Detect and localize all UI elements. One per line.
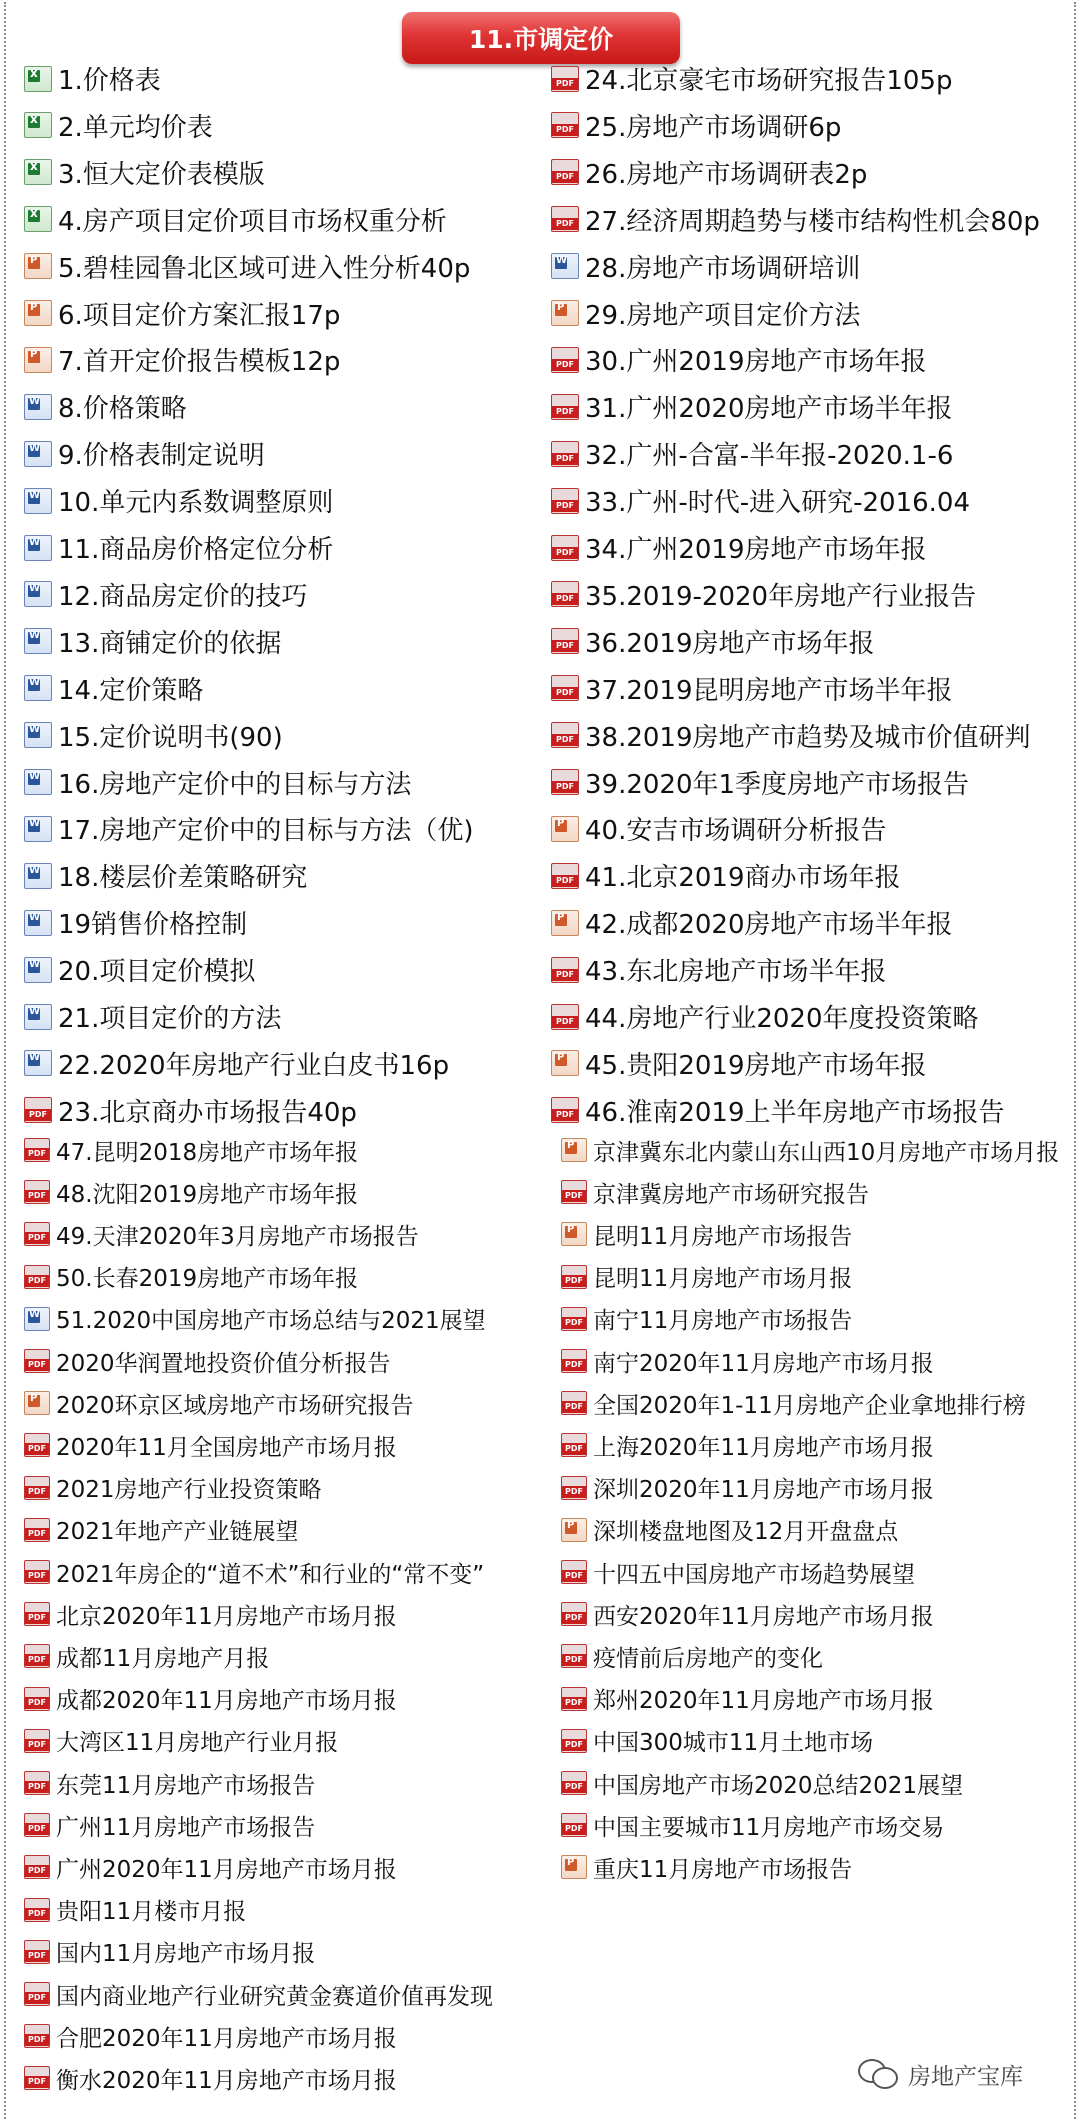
- pdf-file-icon: [561, 1391, 587, 1415]
- word-file-icon: [551, 253, 579, 279]
- pdf-file-icon: [561, 1433, 587, 1457]
- file-label: 北京2020年11月房地产市场月报: [56, 1603, 397, 1630]
- file-item[interactable]: [561, 1804, 944, 1846]
- file-label: 重庆11月房地产市场报告: [593, 1856, 853, 1883]
- file-label: 2020环京区域房地产市场研究报告: [56, 1392, 414, 1419]
- file-label: 36.2019房地产市场年报: [585, 628, 875, 659]
- file-label: 4.房产项目定价项目市场权重分析: [58, 206, 447, 237]
- file-item[interactable]: [551, 524, 927, 571]
- file-label: 7.首开定价报告模板12p: [58, 347, 341, 378]
- file-label: 41.北京2019商办市场年报: [585, 863, 901, 894]
- file-item[interactable]: [561, 1340, 934, 1382]
- powerpoint-file-icon: [561, 1855, 587, 1879]
- file-label: 37.2019昆明房地产市场半年报: [585, 675, 953, 706]
- pdf-file-icon: [24, 1433, 50, 1457]
- file-item[interactable]: [24, 336, 340, 383]
- powerpoint-file-icon: [561, 1138, 587, 1162]
- file-item[interactable]: [551, 571, 976, 618]
- file-item[interactable]: [551, 336, 927, 383]
- pdf-file-icon: [561, 1307, 587, 1331]
- pdf-file-icon: [551, 394, 579, 420]
- pdf-file-icon: [24, 1813, 50, 1837]
- file-label: 疫情前后房地产的变化: [593, 1645, 823, 1672]
- pdf-file-icon: [561, 1813, 587, 1837]
- pdf-file-icon: [561, 1602, 587, 1626]
- file-label: 3.恒大定价表模版: [58, 159, 265, 190]
- file-item[interactable]: [24, 1973, 493, 2015]
- file-item[interactable]: [561, 1129, 1059, 1171]
- pdf-file-icon: [24, 1476, 50, 1500]
- pdf-file-icon: [24, 1602, 50, 1626]
- file-label: 广州11月房地产市场报告: [56, 1814, 316, 1841]
- word-file-icon: [24, 628, 52, 654]
- file-label: 全国2020年1-11月房地产企业拿地排行榜: [593, 1392, 1026, 1419]
- file-label: 2021年房企的“道不术”和行业的“常不变”: [56, 1561, 485, 1588]
- file-label: 17.房地产定价中的目标与方法（优): [58, 816, 474, 847]
- file-item[interactable]: [551, 149, 867, 196]
- file-label: 衡水2020年11月房地产市场月报: [56, 2067, 397, 2094]
- file-label: 京津冀房地产市场研究报告: [593, 1181, 869, 1208]
- file-item[interactable]: [24, 243, 470, 290]
- file-item[interactable]: [24, 993, 281, 1040]
- pdf-file-icon: [24, 1265, 50, 1289]
- file-label: 19销售价格控制: [58, 910, 248, 941]
- file-label: 26.房地产市场调研表2p: [585, 159, 868, 190]
- file-item[interactable]: [561, 1298, 852, 1340]
- word-file-icon: [24, 581, 52, 607]
- file-item[interactable]: [551, 712, 1031, 759]
- file-item[interactable]: [24, 1298, 486, 1340]
- word-file-icon: [24, 769, 52, 795]
- word-file-icon: [24, 910, 52, 936]
- file-label: 34.广州2019房地产市场年报: [585, 535, 927, 565]
- file-item[interactable]: [24, 899, 247, 946]
- file-label: 45.贵阳2019房地产市场年报: [585, 1050, 927, 1081]
- file-item[interactable]: [24, 196, 447, 243]
- file-label: 南宁2020年11月房地产市场月报: [593, 1350, 934, 1377]
- pdf-file-icon: [24, 1898, 50, 1922]
- file-label: 南宁11月房地产市场报告: [593, 1308, 853, 1335]
- word-file-icon: [24, 1050, 52, 1076]
- file-item[interactable]: [551, 759, 969, 806]
- file-label: 24.北京豪宅市场研究报告105p: [585, 66, 953, 96]
- pdf-file-icon: [551, 535, 579, 561]
- file-item[interactable]: [24, 1256, 358, 1298]
- file-item[interactable]: [551, 477, 970, 524]
- file-item[interactable]: [551, 196, 1040, 243]
- file-label: 27.经济周期趋势与楼市结构性机会80p: [585, 206, 1040, 237]
- file-label: 6.项目定价方案汇报17p: [58, 300, 341, 331]
- file-label: 22.2020年房地产行业白皮书16p: [58, 1050, 450, 1081]
- pdf-file-icon: [561, 1180, 587, 1204]
- file-label: 30.广州2019房地产市场年报: [585, 347, 927, 378]
- file-item[interactable]: [561, 1509, 898, 1551]
- file-item[interactable]: [24, 2057, 397, 2099]
- file-label: 39.2020年1季度房地产市场报告: [585, 769, 970, 800]
- file-item[interactable]: [24, 430, 265, 477]
- file-label: 42.成都2020房地产市场半年报: [585, 910, 953, 941]
- file-item[interactable]: [551, 1040, 927, 1087]
- file-label: 东莞11月房地产市场报告: [56, 1772, 316, 1799]
- file-label: 49.天津2020年3月房地产市场报告: [56, 1223, 419, 1250]
- file-label: 2021年地产产业链展望: [56, 1519, 299, 1546]
- file-label: 46.淮南2019上半年房地产市场报告: [585, 1097, 1005, 1128]
- word-file-icon: [24, 675, 52, 701]
- powerpoint-file-icon: [24, 300, 52, 326]
- file-item[interactable]: [24, 1129, 358, 1171]
- pdf-file-icon: [551, 488, 579, 514]
- pdf-file-icon: [551, 675, 579, 701]
- file-item[interactable]: [24, 665, 203, 712]
- pdf-file-icon: [24, 1349, 50, 1373]
- pdf-file-icon: [551, 159, 579, 185]
- file-item[interactable]: [561, 1424, 934, 1466]
- file-label: 16.房地产定价中的目标与方法: [58, 769, 412, 800]
- file-item[interactable]: [24, 1040, 449, 1087]
- file-label: 5.碧桂园鲁北区域可进入性分析40p: [58, 253, 471, 284]
- file-item[interactable]: [24, 1467, 322, 1509]
- file-label: 32.广州-合富-半年报-2020.1-6: [585, 441, 954, 472]
- pdf-file-icon: [24, 2066, 50, 2090]
- file-item[interactable]: [24, 1931, 315, 1973]
- file-label: 25.房地产市场调研6p: [585, 112, 842, 143]
- file-item[interactable]: [24, 571, 307, 618]
- file-item[interactable]: [24, 102, 213, 149]
- pdf-file-icon: [24, 1940, 50, 1964]
- file-item[interactable]: [551, 899, 953, 946]
- pdf-file-icon: [24, 1138, 50, 1162]
- file-label: 京津冀东北内蒙山东山西10月房地产市场月报: [593, 1139, 1060, 1166]
- file-label: 2020年11月全国房地产市场月报: [56, 1434, 397, 1461]
- file-item[interactable]: [24, 1804, 315, 1846]
- powerpoint-file-icon: [551, 1050, 579, 1076]
- powerpoint-file-icon: [551, 816, 579, 842]
- file-item[interactable]: [561, 1467, 934, 1509]
- file-label: 15.定价说明书(90): [58, 722, 283, 753]
- file-label: 郑州2020年11月房地产市场月报: [593, 1688, 934, 1715]
- file-item[interactable]: [24, 1551, 484, 1593]
- file-item[interactable]: [561, 1171, 869, 1213]
- file-item[interactable]: [24, 852, 307, 899]
- file-label: 昆明11月房地产市场月报: [593, 1266, 853, 1293]
- pdf-file-icon: [551, 347, 579, 373]
- pdf-file-icon: [24, 1180, 50, 1204]
- powerpoint-file-icon: [24, 1391, 50, 1415]
- word-file-icon: [24, 1307, 50, 1331]
- pdf-file-icon: [24, 1644, 50, 1668]
- file-item[interactable]: [551, 102, 841, 149]
- file-item[interactable]: [551, 1087, 1005, 1134]
- file-label: 1.价格表: [58, 66, 161, 96]
- file-label: 2021房地产行业投资策略: [56, 1477, 322, 1504]
- file-item[interactable]: [24, 1889, 246, 1931]
- file-item[interactable]: [551, 805, 886, 852]
- word-file-icon: [24, 441, 52, 467]
- pdf-file-icon: [551, 1004, 579, 1030]
- file-item[interactable]: [24, 149, 265, 196]
- file-item[interactable]: [24, 290, 340, 337]
- file-item[interactable]: [24, 1593, 397, 1635]
- pdf-file-icon: [24, 1560, 50, 1584]
- file-item[interactable]: [24, 1635, 269, 1677]
- pdf-file-icon: [561, 1729, 587, 1753]
- file-label: 31.广州2020房地产市场半年报: [585, 394, 953, 425]
- pdf-file-icon: [561, 1644, 587, 1668]
- file-label: 9.价格表制定说明: [58, 441, 265, 472]
- file-label: 成都11月房地产月报: [56, 1645, 270, 1672]
- file-item[interactable]: [24, 1509, 299, 1551]
- file-label: 48.沈阳2019房地产市场年报: [56, 1181, 359, 1208]
- word-file-icon: [24, 488, 52, 514]
- pdf-file-icon: [561, 1476, 587, 1500]
- word-file-icon: [24, 816, 52, 842]
- pdf-file-icon: [551, 112, 579, 138]
- file-item[interactable]: [24, 1087, 357, 1134]
- file-item[interactable]: [551, 55, 952, 102]
- file-label: 中国300城市11月土地市场: [593, 1730, 874, 1757]
- file-item[interactable]: [551, 383, 953, 430]
- file-item[interactable]: [561, 1593, 934, 1635]
- file-item[interactable]: [561, 1720, 873, 1762]
- file-label: 38.2019房地产市趋势及城市价值研判: [585, 722, 1031, 753]
- excel-file-icon: [24, 206, 52, 232]
- pdf-file-icon: [551, 206, 579, 232]
- file-label: 国内商业地产行业研究黄金赛道价值再发现: [56, 1983, 493, 2010]
- file-label: 深圳楼盘地图及12月开盘盘点: [593, 1519, 899, 1546]
- file-item[interactable]: [24, 524, 333, 571]
- file-label: 35.2019-2020年房地产行业报告: [585, 581, 977, 612]
- pdf-file-icon: [24, 1729, 50, 1753]
- pdf-file-icon: [561, 1265, 587, 1289]
- powerpoint-file-icon: [551, 300, 579, 326]
- pdf-file-icon: [551, 66, 579, 92]
- word-file-icon: [24, 722, 52, 748]
- pdf-file-icon: [551, 1097, 579, 1123]
- file-item[interactable]: [551, 430, 953, 477]
- file-item[interactable]: [24, 1678, 397, 1720]
- file-label: 2.单元均价表: [58, 112, 213, 143]
- pdf-file-icon: [24, 1855, 50, 1879]
- file-item[interactable]: [24, 55, 161, 102]
- word-file-icon: [24, 1004, 52, 1030]
- file-label: 中国房地产市场2020总结2021展望: [593, 1772, 964, 1799]
- pdf-file-icon: [551, 863, 579, 889]
- file-item[interactable]: [551, 290, 860, 337]
- powerpoint-file-icon: [561, 1518, 587, 1542]
- pdf-file-icon: [561, 1771, 587, 1795]
- file-label: 23.北京商办市场报告40p: [58, 1097, 357, 1128]
- wechat-watermark: [858, 2054, 1023, 2094]
- file-label: 21.项目定价的方法: [58, 1004, 282, 1034]
- file-label: 2020华润置地投资价值分析报告: [56, 1350, 391, 1377]
- file-label: 西安2020年11月房地产市场月报: [593, 1603, 934, 1630]
- pdf-file-icon: [561, 1349, 587, 1373]
- pdf-file-icon: [24, 1771, 50, 1795]
- file-item[interactable]: [561, 1382, 1026, 1424]
- pdf-file-icon: [561, 1560, 587, 1584]
- pdf-file-icon: [24, 1518, 50, 1542]
- file-label: 28.房地产市场调研培训: [585, 253, 861, 284]
- file-item[interactable]: [24, 1213, 419, 1255]
- file-label: 深圳2020年11月房地产市场月报: [593, 1477, 934, 1504]
- section-title: 11.市调定价: [402, 12, 680, 64]
- file-label: 十四五中国房地产市场趋势展望: [593, 1561, 915, 1588]
- pdf-file-icon: [24, 1097, 52, 1123]
- file-item[interactable]: [561, 1846, 852, 1888]
- file-item[interactable]: [24, 383, 187, 430]
- file-item[interactable]: [561, 1256, 852, 1298]
- file-label: 13.商铺定价的依据: [58, 628, 282, 659]
- file-item[interactable]: [551, 243, 860, 290]
- pdf-file-icon: [551, 957, 579, 983]
- file-label: 贵阳11月楼市月报: [56, 1899, 247, 1926]
- excel-file-icon: [24, 159, 52, 185]
- word-file-icon: [24, 957, 52, 983]
- file-label: 11.商品房价格定位分析: [58, 535, 334, 565]
- file-label: 29.房地产项目定价方法: [585, 300, 861, 331]
- excel-file-icon: [24, 66, 52, 92]
- file-label: 大湾区11月房地产行业月报: [56, 1730, 339, 1757]
- file-item[interactable]: [551, 618, 875, 665]
- pdf-file-icon: [24, 1222, 50, 1246]
- file-label: 上海2020年11月房地产市场月报: [593, 1434, 934, 1461]
- powerpoint-file-icon: [551, 910, 579, 936]
- wechat-icon: [858, 2057, 902, 2091]
- pdf-file-icon: [551, 628, 579, 654]
- file-item[interactable]: [561, 1551, 915, 1593]
- file-item[interactable]: [24, 1720, 338, 1762]
- pdf-file-icon: [24, 1687, 50, 1711]
- file-label: 成都2020年11月房地产市场月报: [56, 1688, 397, 1715]
- file-item[interactable]: [24, 618, 281, 665]
- word-file-icon: [24, 535, 52, 561]
- file-label: 40.安吉市场调研分析报告: [585, 816, 887, 847]
- file-item[interactable]: [551, 852, 901, 899]
- file-label: 10.单元内系数调整原则: [58, 488, 334, 519]
- file-item[interactable]: [551, 946, 886, 993]
- word-file-icon: [24, 394, 52, 420]
- file-item[interactable]: [24, 1382, 414, 1424]
- file-item[interactable]: [24, 2015, 397, 2057]
- pdf-file-icon: [24, 1982, 50, 2006]
- file-item[interactable]: [24, 1424, 397, 1466]
- file-item[interactable]: [24, 805, 474, 852]
- powerpoint-file-icon: [24, 347, 52, 373]
- file-label: 33.广州-时代-进入研究-2016.04: [585, 488, 971, 519]
- file-label: 18.楼层价差策略研究: [58, 863, 308, 894]
- file-item[interactable]: [24, 946, 255, 993]
- file-item[interactable]: [561, 1762, 963, 1804]
- file-label: 12.商品房定价的技巧: [58, 581, 308, 612]
- file-item[interactable]: [24, 759, 411, 806]
- file-label: 43.东北房地产市场半年报: [585, 957, 887, 988]
- file-item[interactable]: [561, 1213, 852, 1255]
- powerpoint-file-icon: [561, 1222, 587, 1246]
- file-item[interactable]: [24, 1171, 358, 1213]
- file-item[interactable]: [24, 712, 283, 759]
- file-label: 51.2020中国房地产市场总结与2021展望: [56, 1308, 486, 1335]
- file-label: 中国主要城市11月房地产市场交易: [593, 1814, 945, 1841]
- pdf-file-icon: [551, 769, 579, 795]
- file-label: 合肥2020年11月房地产市场月报: [56, 2025, 397, 2052]
- pdf-file-icon: [551, 441, 579, 467]
- file-item[interactable]: [24, 1762, 315, 1804]
- pdf-file-icon: [561, 1687, 587, 1711]
- file-item[interactable]: [24, 1846, 397, 1888]
- file-label: 国内11月房地产市场月报: [56, 1941, 316, 1968]
- powerpoint-file-icon: [24, 253, 52, 279]
- word-file-icon: [24, 863, 52, 889]
- file-item[interactable]: [24, 477, 333, 524]
- file-item[interactable]: [551, 993, 979, 1040]
- file-item[interactable]: [24, 1340, 391, 1382]
- file-label: 8.价格策略: [58, 394, 187, 425]
- file-label: 47.昆明2018房地产市场年报: [56, 1139, 359, 1166]
- file-label: 昆明11月房地产市场报告: [593, 1223, 853, 1250]
- file-label: 广州2020年11月房地产市场月报: [56, 1856, 397, 1883]
- file-label: 44.房地产行业2020年度投资策略: [585, 1004, 979, 1034]
- file-item[interactable]: [551, 665, 953, 712]
- pdf-file-icon: [24, 2024, 50, 2048]
- pdf-file-icon: [551, 581, 579, 607]
- pdf-file-icon: [551, 722, 579, 748]
- file-item[interactable]: [561, 1635, 823, 1677]
- file-label: 50.长春2019房地产市场年报: [56, 1266, 359, 1293]
- file-label: 14.定价策略: [58, 675, 204, 706]
- watermark-text: 房地产宝库: [908, 2063, 1023, 2090]
- file-item[interactable]: [561, 1678, 934, 1720]
- file-label: 20.项目定价模拟: [58, 957, 256, 988]
- excel-file-icon: [24, 112, 52, 138]
